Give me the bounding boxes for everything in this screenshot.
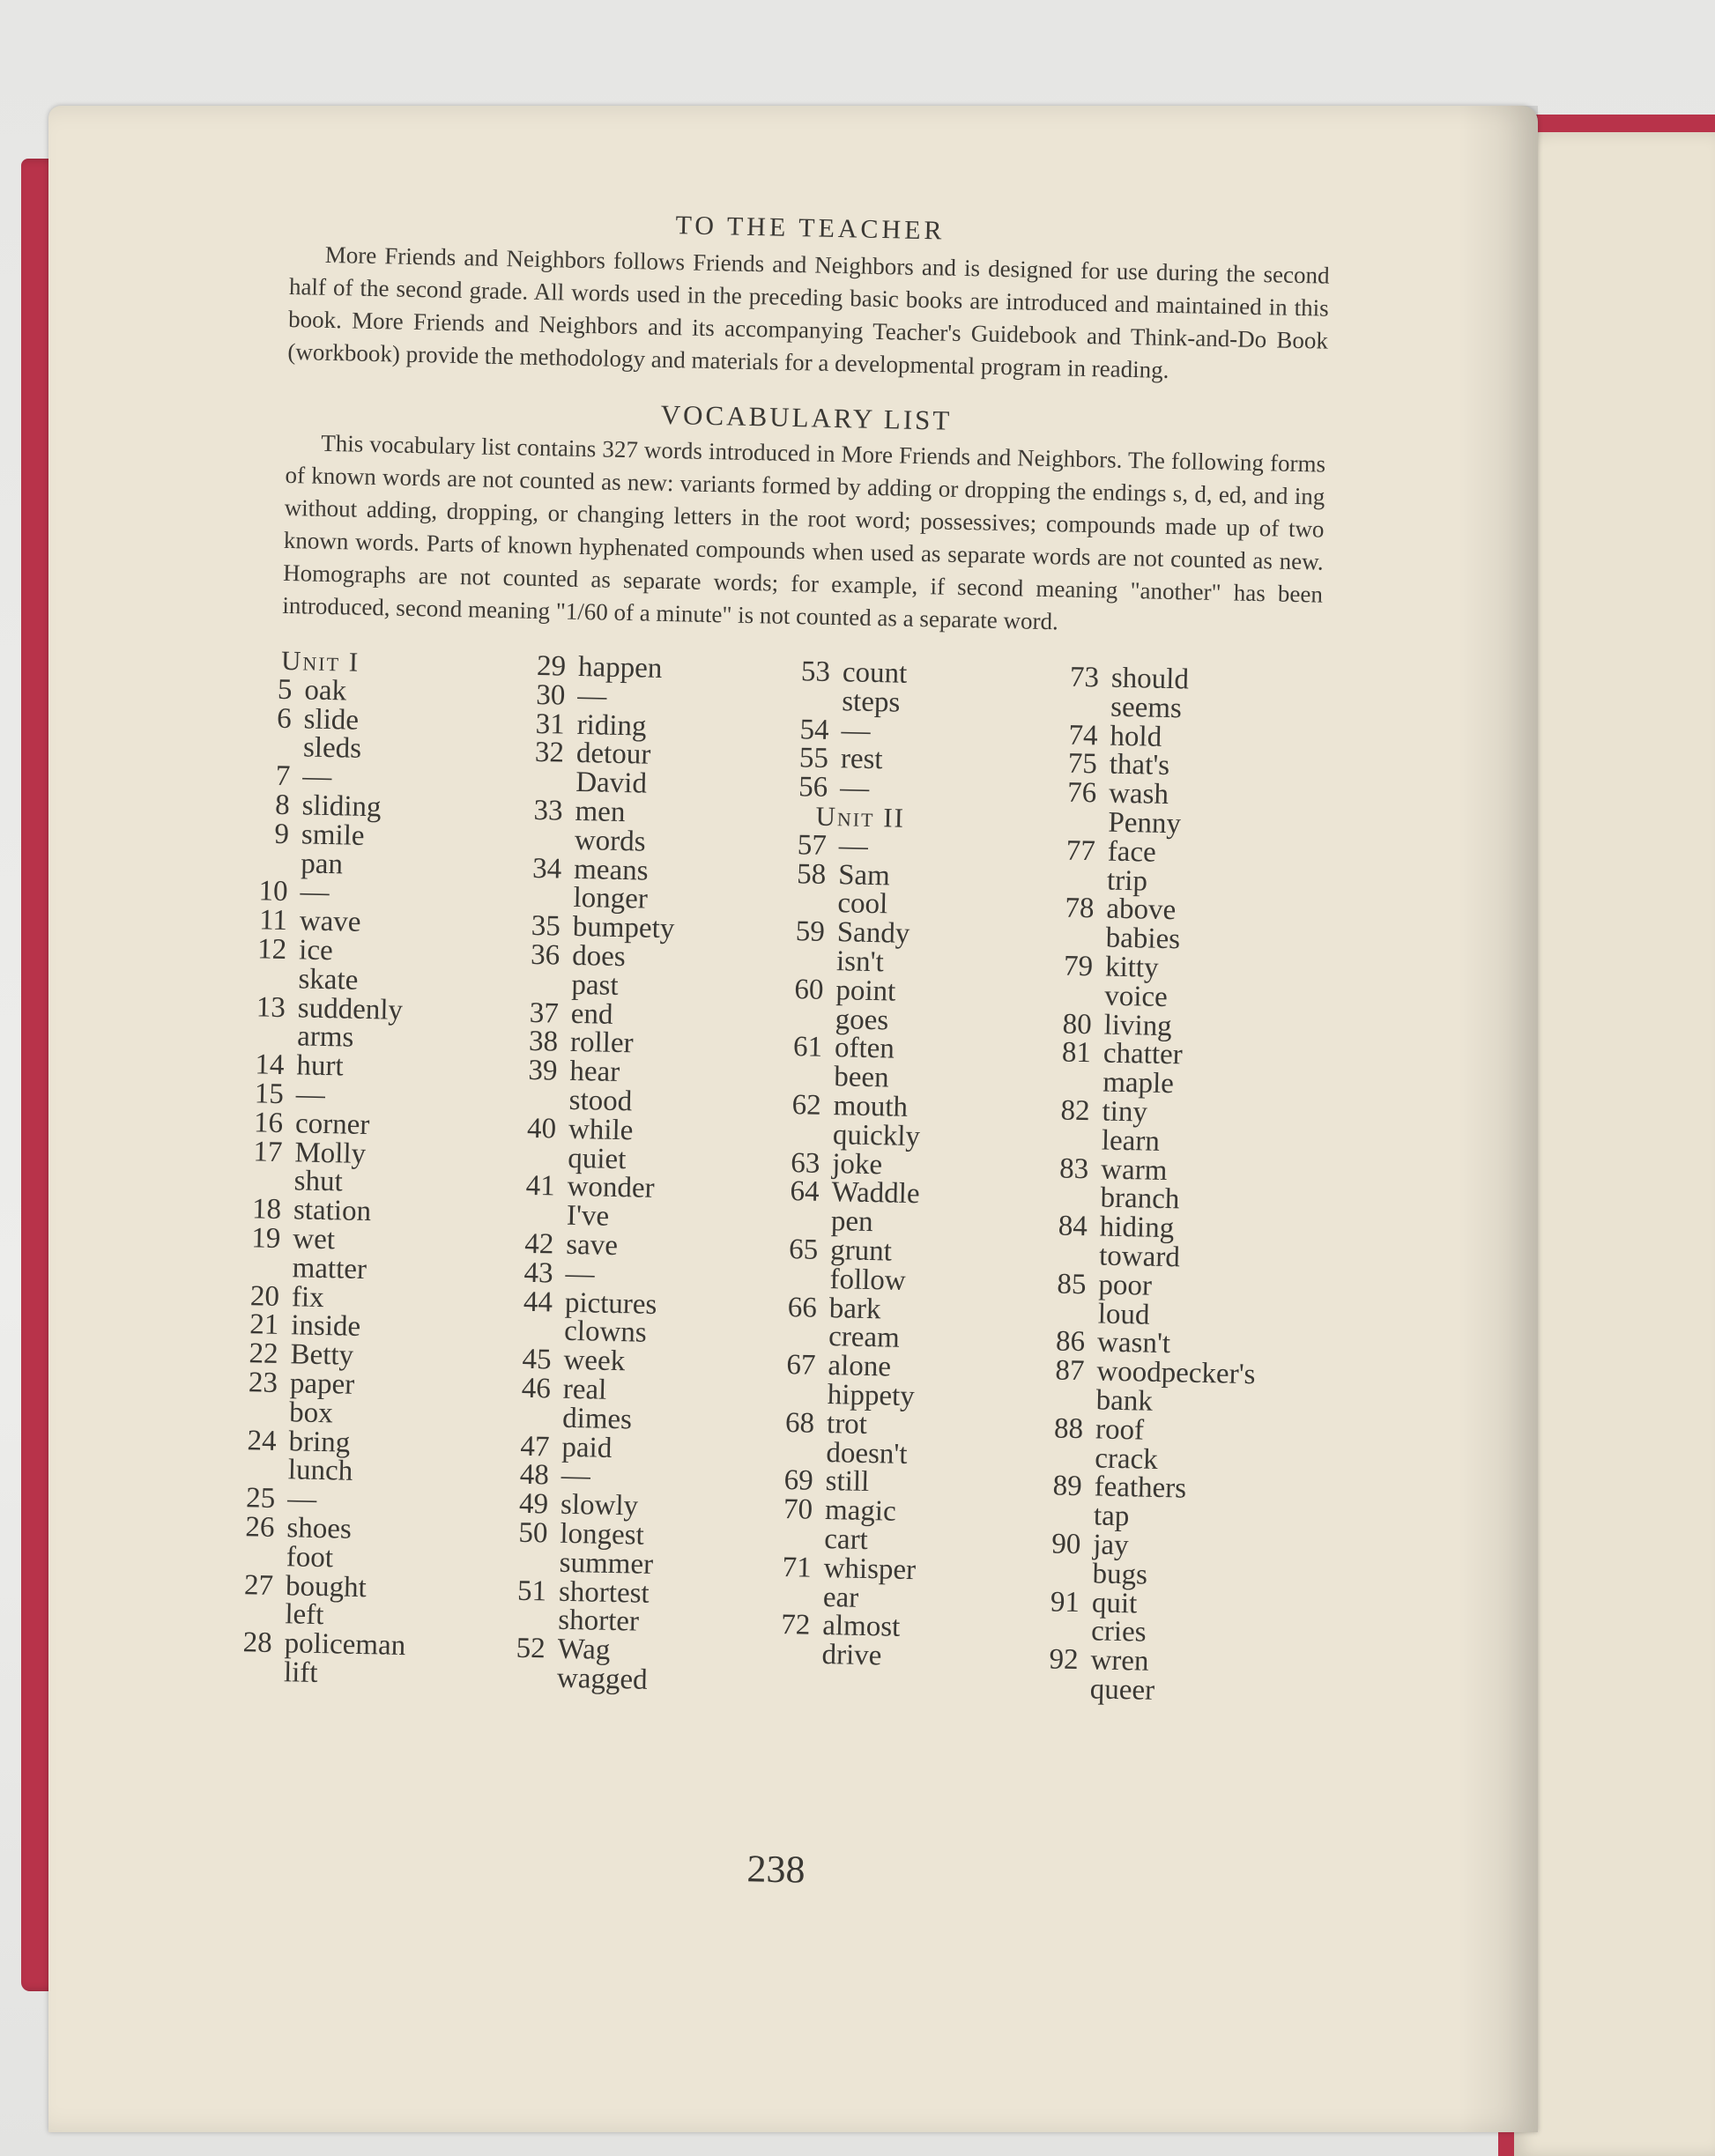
vocab-entry: [229, 819, 494, 853]
entry-word: loud: [1097, 1297, 1150, 1331]
entry-page-number: 11: [258, 904, 288, 937]
entry-page-number: 78: [1065, 892, 1095, 925]
entry-word: quickly: [832, 1118, 921, 1152]
entry-word: poor: [1098, 1269, 1153, 1302]
entry-word: slowly: [560, 1488, 639, 1523]
entry-word: branch: [1100, 1182, 1180, 1216]
entry-page-number: 50: [518, 1516, 548, 1550]
entry-word: alone: [828, 1350, 892, 1383]
entry-word: left: [285, 1598, 324, 1632]
entry-word: toward: [1098, 1240, 1181, 1274]
entry-page-number: 47: [520, 1430, 550, 1463]
entry-word: bugs: [1092, 1558, 1148, 1591]
entry-page-number: 17: [253, 1135, 283, 1168]
entry-word: Penny: [1108, 806, 1182, 841]
entry-word: pan: [300, 847, 344, 880]
entry-page-number: 12: [256, 933, 287, 967]
entry-word: follow: [829, 1263, 907, 1297]
entry-page-number: 87: [1055, 1354, 1085, 1388]
entry-word: joke: [831, 1147, 883, 1181]
entry-word: —: [838, 829, 869, 863]
entry-word: cart: [823, 1523, 869, 1556]
entry-word: paper: [289, 1367, 355, 1401]
entry-page-number: 88: [1053, 1412, 1084, 1445]
entry-word: riding: [576, 708, 647, 743]
entry-page-number: 64: [790, 1175, 820, 1209]
entry-page-number: 86: [1055, 1325, 1086, 1359]
entry-word: summer: [559, 1546, 654, 1581]
entry-word: shortest: [558, 1575, 650, 1610]
entry-page-number: 83: [1058, 1152, 1089, 1185]
vocab-entry: [500, 940, 765, 974]
entry-word: goes: [835, 1003, 889, 1036]
entry-page-number: 31: [535, 708, 566, 741]
entry-word: wagged: [556, 1662, 648, 1696]
entry-page-number: 81: [1061, 1036, 1092, 1070]
entry-word: mouth: [833, 1090, 909, 1123]
vocab-entry: [231, 703, 496, 737]
entry-word: hurt: [296, 1049, 345, 1083]
entry-page-number: 28: [242, 1626, 273, 1660]
entry-page-number: 16: [253, 1107, 284, 1139]
vocab-entry: [770, 657, 1036, 692]
vocab-entry: [763, 974, 1028, 1009]
vocab-entry: [1020, 1587, 1285, 1621]
entry-page-number: 41: [525, 1170, 556, 1203]
entry-page-number: 60: [794, 973, 824, 1006]
entry-word: voice: [1103, 980, 1169, 1013]
vocab-entry: [751, 1552, 1016, 1587]
entry-word: still: [825, 1465, 870, 1499]
entry-word: bark: [828, 1292, 881, 1325]
entry-word: —: [561, 1460, 591, 1493]
entry-word: does: [571, 939, 627, 974]
entry-word: —: [576, 679, 607, 713]
entry-page-number: 30: [535, 678, 566, 712]
entry-word: Wag: [557, 1633, 611, 1667]
entry-page-number: 43: [523, 1256, 553, 1290]
entry-word: kitty: [1104, 951, 1159, 984]
entry-word: bank: [1095, 1384, 1154, 1418]
entry-page-number: 44: [523, 1285, 553, 1319]
entry-word: policeman: [284, 1627, 406, 1663]
entry-word: trip: [1106, 864, 1148, 898]
entry-page-number: 48: [519, 1459, 550, 1492]
entry-page-number: 80: [1062, 1008, 1093, 1041]
entry-page-number: 26: [245, 1511, 275, 1544]
entry-page-number: 46: [521, 1372, 552, 1405]
entry-page-number: 58: [796, 857, 827, 891]
entry-page-number: 24: [247, 1424, 277, 1457]
entry-word: fix: [291, 1280, 325, 1314]
entry-page-number: 79: [1063, 950, 1094, 983]
vocab-column-1: [212, 646, 498, 1692]
entry-word: skate: [298, 963, 359, 997]
entry-word: —: [841, 714, 871, 747]
entry-word: means: [573, 853, 649, 887]
entry-page-number: 59: [795, 915, 826, 949]
entry-word: rest: [840, 743, 883, 776]
entry-word: wren: [1090, 1644, 1149, 1678]
entry-word: that's: [1109, 748, 1170, 782]
entry-page-number: 35: [531, 910, 561, 943]
entry-word: oak: [304, 674, 347, 708]
entry-word: often: [834, 1032, 895, 1065]
vocab-entry: [485, 1663, 750, 1697]
entry-word: cream: [828, 1321, 901, 1355]
entry-page-number: 68: [784, 1406, 815, 1440]
entry-page-number: 6: [276, 702, 293, 735]
entry-word: tiny: [1102, 1095, 1148, 1129]
entry-word: wave: [299, 905, 361, 939]
entry-word: feathers: [1094, 1471, 1187, 1505]
entry-word: —: [300, 876, 330, 909]
entry-page-number: 52: [516, 1632, 546, 1665]
vocab-entry: [213, 1570, 479, 1604]
entry-word: Betty: [290, 1338, 354, 1372]
vocab-entry: [749, 1639, 1014, 1673]
entry-page-number: 56: [798, 771, 828, 804]
vocabulary-columns: [242, 644, 1321, 1892]
entry-word: shoes: [286, 1512, 353, 1545]
entry-word: slide: [303, 703, 360, 737]
entry-page-number: 13: [256, 990, 286, 1024]
vocab-entry: [1029, 1096, 1295, 1130]
entry-word: lift: [283, 1656, 318, 1689]
entry-word: cries: [1090, 1615, 1147, 1648]
entry-word: roller: [569, 1026, 634, 1060]
entry-word: cool: [837, 887, 888, 921]
entry-page-number: 75: [1067, 748, 1098, 781]
entry-page-number: 22: [249, 1337, 278, 1371]
entry-word: pen: [830, 1205, 873, 1239]
facing-page: [1514, 132, 1715, 2156]
entry-page-number: 54: [799, 713, 829, 746]
entry-page-number: 55: [798, 742, 829, 775]
entry-page-number: 82: [1060, 1094, 1090, 1128]
entry-word: —: [839, 772, 870, 805]
entry-page-number: 74: [1068, 719, 1098, 752]
entry-word: count: [842, 656, 908, 690]
entry-page-number: 53: [800, 656, 831, 688]
vocab-entry: [214, 1512, 479, 1546]
gutter-shadow: [1459, 106, 1538, 2132]
entry-page-number: 23: [248, 1367, 278, 1399]
entry-word: corner: [294, 1108, 370, 1141]
entry-word: point: [835, 974, 896, 1008]
entry-word: roof: [1095, 1413, 1145, 1447]
entry-word: been: [833, 1061, 890, 1094]
entry-word: wonder: [567, 1171, 655, 1205]
entry-word: bumpety: [572, 911, 675, 945]
entry-page-number: 27: [243, 1568, 274, 1602]
entry-page-number: 19: [251, 1222, 281, 1255]
vocab-entry: [487, 1518, 753, 1552]
vocab-column-4: [1018, 663, 1304, 1708]
entry-word: end: [570, 997, 613, 1031]
vocab-entry: [212, 1628, 477, 1663]
entry-word: Waddle: [831, 1176, 920, 1211]
entry-word: station: [293, 1194, 372, 1228]
entry-word: bring: [288, 1425, 351, 1459]
vocab-entry: [1023, 1413, 1288, 1448]
entry-page-number: 8: [274, 789, 291, 822]
vocab-entry: [218, 1367, 483, 1402]
entry-word: trot: [826, 1407, 868, 1441]
entry-page-number: 51: [516, 1574, 547, 1607]
entry-word: smile: [301, 819, 365, 852]
entry-page-number: 36: [530, 938, 561, 972]
entry-word: almost: [821, 1610, 901, 1644]
entry-word: save: [565, 1228, 619, 1262]
entry-word: should: [1110, 662, 1190, 696]
vocab-entry: [766, 859, 1031, 893]
vocab-entry: [226, 935, 492, 969]
entry-page-number: 9: [274, 818, 290, 850]
entry-word: while: [568, 1113, 634, 1147]
entry-word: above: [1106, 893, 1177, 927]
vocabulary-paragraph: This vocabulary list contains 327 words introduced in More Friends and Neighbors. The following forms of known words are not counted as new: variants formed by adding or dropping the endings s, d, ed, and ing without adding, dropping, or changing letters in the root word; possessives; compounds made up of two known words. Parts of known hyphenated compounds when used as separate words are not counted as new. Homographs are not counted as separate words; for example, if second meaning "another" has been introduced, second meaning "1/60 of a minute" is not counted as a separate word.: [282, 429, 1326, 635]
page-number: 238: [746, 1847, 806, 1892]
vocab-entry: [494, 1171, 760, 1205]
entry-word: sleds: [302, 731, 362, 766]
entry-word: David: [575, 767, 648, 800]
vocab-entry: [1021, 1471, 1287, 1506]
vocab-entry: [759, 1177, 1024, 1211]
entry-page-number: 49: [518, 1487, 549, 1521]
vocab-entry: [1024, 1356, 1289, 1390]
entry-word: living: [1103, 1009, 1173, 1042]
vocab-entry: [496, 1114, 761, 1148]
vocab-entry: [754, 1408, 1020, 1442]
entry-word: wet: [292, 1223, 336, 1256]
entry-word: shut: [293, 1165, 344, 1198]
entry-word: Sandy: [836, 916, 910, 951]
entry-page-number: 70: [783, 1493, 813, 1526]
entry-page-number: 14: [255, 1048, 285, 1082]
entry-word: —: [565, 1257, 595, 1291]
entry-word: matter: [292, 1252, 368, 1285]
vocab-entry: [212, 1656, 477, 1691]
vocab-entry: [750, 1611, 1015, 1645]
vocab-entry: [764, 917, 1029, 952]
entry-word: hold: [1110, 720, 1162, 753]
entry-word: Molly: [294, 1136, 367, 1170]
entry-word: whisper: [823, 1552, 917, 1586]
vocab-entry: [491, 1374, 756, 1408]
entry-page-number: 25: [245, 1482, 276, 1515]
entry-page-number: 69: [783, 1464, 814, 1498]
vocab-entry: [1018, 1674, 1283, 1708]
entry-word: ear: [822, 1581, 859, 1614]
entry-word: paid: [561, 1431, 612, 1464]
entry-page-number: 90: [1051, 1528, 1081, 1561]
entry-page-number: 91: [1050, 1585, 1080, 1619]
entry-word: hippety: [827, 1378, 916, 1413]
page-content: [242, 203, 1331, 1892]
entry-word: detour: [575, 737, 651, 772]
entry-word: —: [286, 1483, 317, 1516]
entry-word: longer: [573, 882, 649, 916]
entry-page-number: 10: [258, 875, 288, 908]
entry-page-number: 32: [534, 737, 565, 770]
entry-page-number: 73: [1069, 661, 1100, 694]
teacher-paragraph: More Friends and Neighbors follows Friends and Neighbors and is designed for use during the second half of the second grade. All words used in the preceding basic books are introduced and maintained in this book. More Friends and Neighbors and its accompanying Teacher's Guidebook and Think-and-Do Book (workbook) provide the methodology and materials for a developmental program in reading.: [287, 241, 1330, 383]
entry-page-number: 45: [522, 1343, 552, 1376]
entry-word: chatter: [1102, 1037, 1184, 1071]
entry-word: Sam: [837, 858, 891, 892]
entry-word: hiding: [1099, 1211, 1175, 1245]
vocab-entry: [222, 1137, 487, 1171]
entry-word: longest: [560, 1517, 645, 1552]
entry-page-number: 89: [1052, 1470, 1083, 1503]
entry-word: arms: [296, 1020, 354, 1055]
entry-word: foot: [286, 1540, 334, 1574]
vocab-column-3: [749, 657, 1035, 1674]
entry-word: hear: [569, 1056, 620, 1089]
entry-word: crack: [1094, 1441, 1159, 1476]
entry-page-number: 34: [531, 852, 562, 885]
entry-word: maple: [1102, 1066, 1175, 1100]
entry-word: warm: [1100, 1153, 1168, 1187]
vocab-entry: [753, 1494, 1018, 1529]
entry-word: happen: [577, 650, 663, 685]
entry-page-number: 15: [254, 1078, 285, 1110]
entry-page-number: 42: [523, 1227, 554, 1261]
entry-word: magic: [824, 1494, 897, 1528]
entry-page-number: 71: [782, 1551, 813, 1584]
entry-page-number: 21: [249, 1308, 279, 1342]
entry-word: doesn't: [826, 1436, 908, 1471]
entry-page-number: 7: [275, 759, 291, 793]
entry-word: box: [288, 1396, 334, 1430]
entry-page-number: 18: [251, 1193, 282, 1226]
entry-word: seems: [1110, 691, 1183, 725]
entry-word: bought: [285, 1569, 368, 1604]
entry-page-number: 92: [1049, 1643, 1079, 1677]
entry-page-number: 33: [533, 794, 563, 827]
vocab-entry: [226, 992, 491, 1026]
entry-page-number: 72: [780, 1609, 811, 1641]
entry-word: queer: [1089, 1673, 1155, 1707]
vocab-entry: [1021, 1530, 1286, 1564]
entry-word: quiet: [567, 1142, 627, 1175]
entry-word: clowns: [563, 1315, 648, 1350]
entry-page-number: 29: [536, 649, 567, 683]
entry-word: dimes: [561, 1402, 633, 1436]
entry-word: steps: [841, 685, 901, 719]
entry-page-number: 39: [528, 1055, 558, 1087]
teacher-heading: TO THE TEACHER: [675, 211, 946, 246]
entry-word: face: [1107, 835, 1157, 869]
entry-word: lunch: [287, 1454, 353, 1488]
entry-word: woodpecker's: [1096, 1355, 1256, 1391]
vocab-entry: [1035, 836, 1300, 871]
entry-page-number: 67: [786, 1349, 816, 1382]
entry-word: learn: [1101, 1124, 1161, 1158]
entry-page-number: 57: [797, 828, 828, 862]
entry-page-number: 40: [526, 1112, 557, 1145]
entry-page-number: 5: [277, 673, 293, 706]
entry-word: words: [574, 824, 646, 858]
vocab-entry: [220, 1224, 486, 1258]
entry-word: jay: [1092, 1529, 1129, 1562]
entry-word: drive: [821, 1639, 882, 1672]
entry-word: —: [301, 760, 332, 794]
entry-page-number: 62: [791, 1089, 822, 1122]
entry-word: —: [295, 1078, 326, 1111]
entry-word: men: [575, 795, 626, 829]
entry-page-number: 85: [1057, 1268, 1087, 1300]
entry-word: past: [571, 968, 620, 1002]
entry-word: sliding: [301, 789, 382, 824]
entry-word: babies: [1105, 922, 1181, 956]
entry-page-number: 37: [529, 997, 560, 1030]
entry-page-number: 84: [1058, 1210, 1088, 1243]
entry-word: ice: [298, 934, 334, 967]
entry-page-number: 66: [787, 1291, 818, 1324]
entry-word: quit: [1091, 1586, 1138, 1619]
vocab-entry: [762, 1033, 1028, 1067]
entry-page-number: 38: [528, 1026, 559, 1058]
vocab-column-2: [485, 651, 771, 1697]
entry-word: real: [562, 1373, 607, 1406]
entry-word: tap: [1093, 1500, 1130, 1533]
entry-word: grunt: [829, 1234, 893, 1268]
entry-page-number: 20: [249, 1279, 280, 1313]
entry-word: shorter: [557, 1604, 640, 1638]
entry-word: wash: [1108, 777, 1169, 811]
vocab-entry: [1026, 1269, 1291, 1303]
entry-page-number: 76: [1066, 776, 1097, 810]
entry-word: inside: [290, 1309, 361, 1344]
entry-page-number: 65: [788, 1234, 819, 1266]
entry-word: isn't: [835, 945, 885, 979]
entry-page-number: 61: [792, 1031, 823, 1064]
entry-word: pictures: [564, 1286, 657, 1321]
unit-heading: Unit II: [815, 800, 906, 834]
entry-word: wasn't: [1096, 1326, 1171, 1360]
vocabulary-heading: VOCABULARY LIST: [660, 398, 953, 436]
entry-word: I've: [566, 1199, 610, 1233]
entry-word: week: [563, 1344, 626, 1378]
entry-page-number: 77: [1065, 834, 1096, 868]
entry-page-number: 63: [790, 1146, 820, 1180]
entry-word: suddenly: [297, 991, 404, 1026]
unit-heading: Unit I: [280, 644, 360, 678]
entry-word: stood: [568, 1084, 633, 1118]
